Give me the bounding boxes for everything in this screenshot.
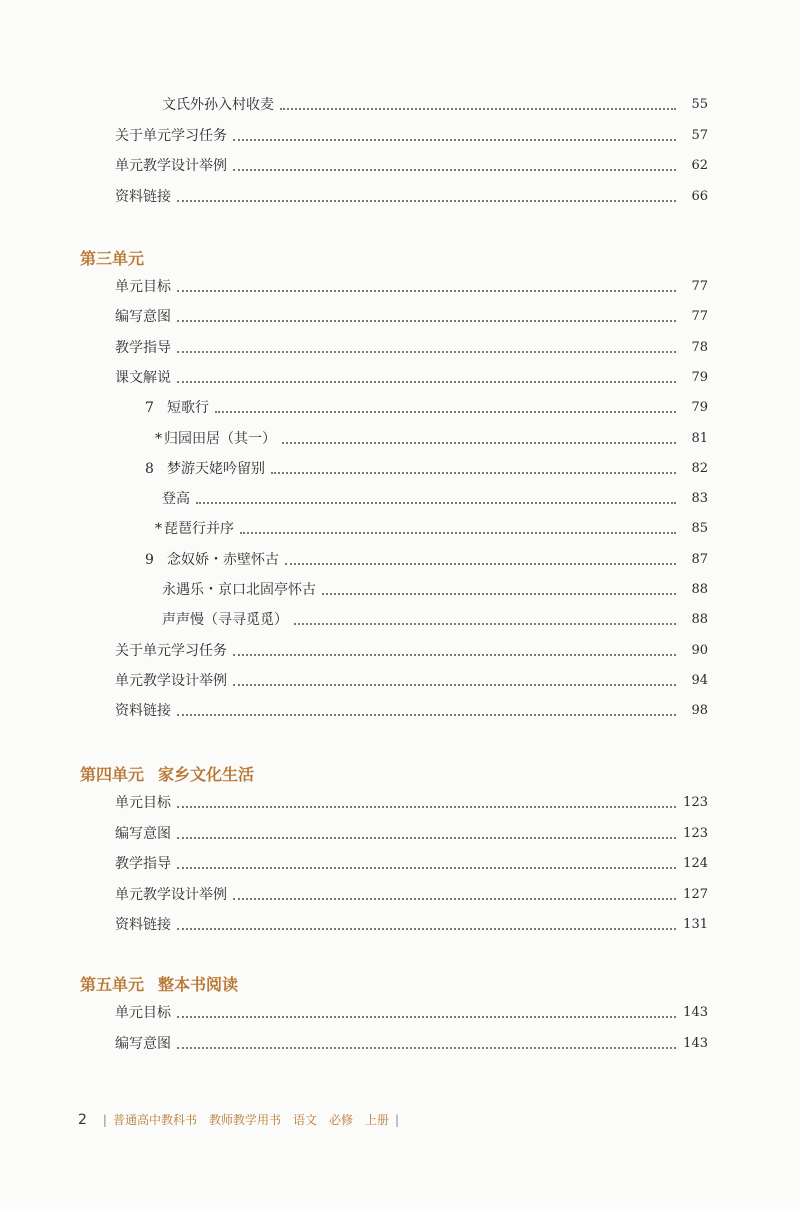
unit3-heading-title: 第三单元 [80, 249, 145, 268]
toc-entry [115, 1032, 708, 1056]
toc-entry-page: 57 [691, 127, 708, 143]
toc-entry-page: 124 [683, 856, 708, 871]
toc-entry [115, 669, 708, 693]
toc-entry-page: 94 [691, 672, 708, 688]
toc-dot-leader [233, 129, 676, 141]
toc-dot-leader [177, 704, 676, 716]
toc-dot-leader [233, 674, 676, 686]
toc-dot-leader [215, 401, 676, 413]
page-footer [78, 1111, 405, 1128]
unit5-heading [80, 972, 238, 995]
toc-entry-page: 66 [691, 188, 708, 204]
toc-dot-leader [196, 492, 676, 504]
footer-divider: | [102, 1113, 107, 1127]
toc-dot-leader [177, 190, 676, 202]
toc-entry [115, 639, 708, 663]
toc-entry-page: 85 [691, 521, 708, 537]
toc-entry-title: 单元目标 [115, 279, 171, 295]
footer-divider-end: | [395, 1113, 400, 1127]
toc-entry [115, 883, 708, 907]
toc-entry-title: 念奴娇・赤壁怀古 [167, 551, 279, 568]
unit4-heading-subtitle: 家乡文化生活 [158, 765, 255, 784]
footer-level: 必修 [329, 1113, 354, 1127]
unit4-heading-title: 第四单元 [80, 765, 145, 784]
toc-entry-title: 资料链接 [115, 917, 171, 933]
toc-entry-title: 编写意图 [115, 309, 171, 326]
toc-entry-page: 90 [691, 642, 708, 658]
toc-entry-page: 62 [691, 158, 708, 173]
toc-dot-leader [322, 583, 676, 595]
footer-book-series: 普通高中教科书 [112, 1113, 197, 1127]
toc-entry-title: 单元教学设计举例 [115, 158, 227, 174]
toc-dot-leader [177, 918, 676, 930]
toc-entry-page: 81 [691, 430, 708, 446]
unit4-heading [80, 762, 254, 785]
toc-entry [115, 305, 708, 329]
toc-entry [155, 427, 708, 451]
toc-entry-title: 关于单元学习任务 [115, 127, 227, 144]
toc-entry [145, 548, 708, 572]
toc-entry-page: 123 [683, 825, 708, 841]
footer-page-number: 2 [78, 1112, 87, 1128]
toc-entry-title: 课文解说 [115, 369, 171, 386]
toc-dot-leader [294, 613, 676, 625]
toc-dot-leader [177, 310, 676, 322]
toc-entry [115, 275, 708, 299]
toc-dot-leader [240, 522, 676, 534]
toc-dot-leader [177, 827, 676, 839]
toc-entry-page: 143 [683, 1035, 708, 1051]
toc-entry-optional-mark: * [155, 430, 162, 447]
toc-entry [115, 822, 708, 846]
toc-dot-leader [177, 280, 676, 292]
toc-entry-page: 79 [691, 369, 708, 385]
toc-dot-leader [177, 857, 676, 869]
toc-entry-page: 79 [691, 400, 708, 416]
footer-book-type: 教师教学用书 [208, 1113, 281, 1127]
toc-entry [115, 699, 708, 723]
toc-entry-page: 127 [683, 886, 708, 902]
toc-entry [115, 124, 708, 148]
toc-entry-number: 7 [145, 400, 154, 417]
toc-entry-page: 82 [691, 460, 708, 476]
toc-entry-page: 77 [691, 309, 708, 325]
toc-dot-leader [177, 371, 676, 383]
toc-entry [162, 578, 708, 602]
toc-entry-title: 文氏外孙入村收麦 [162, 97, 274, 113]
toc-entry [155, 517, 708, 541]
toc-dot-leader [280, 98, 676, 110]
toc-entry-title: 登高 [162, 491, 190, 508]
toc-entry-title: 声声慢（寻寻觅觅） [162, 612, 288, 629]
toc-entry [115, 366, 708, 390]
toc-entry-title: 单元教学设计举例 [115, 886, 227, 903]
toc-entry [162, 608, 708, 632]
toc-dot-leader [233, 159, 676, 171]
toc-entry-title: 永遇乐・京口北固亭怀古 [162, 582, 316, 598]
toc-entry-optional-mark: * [155, 521, 162, 538]
toc-entry-title: 编写意图 [115, 825, 171, 842]
toc-dot-leader [177, 796, 676, 808]
toc-entry [115, 336, 708, 360]
toc-entry-page: 78 [691, 339, 708, 355]
toc-entry-title: 资料链接 [115, 703, 171, 720]
toc-entry-title: 梦游天姥吟留别 [167, 460, 265, 477]
toc-entry-page: 55 [691, 97, 708, 112]
toc-dot-leader [177, 341, 676, 353]
toc-entry-title: 编写意图 [115, 1035, 171, 1052]
toc-entry-title: 短歌行 [167, 400, 209, 417]
footer-volume: 上册 [365, 1113, 390, 1127]
toc-entry-title: 单元目标 [115, 795, 171, 811]
toc-dot-leader [282, 432, 676, 444]
toc-dot-leader [233, 644, 676, 656]
toc-entry-page: 123 [683, 795, 708, 810]
toc-entry [115, 1001, 708, 1025]
toc-dot-leader [177, 1037, 676, 1049]
toc-entry [115, 154, 708, 178]
toc-entry-page: 88 [691, 612, 708, 628]
toc-entry [162, 487, 708, 511]
toc-entry-title: 归园田居（其一） [164, 430, 276, 447]
toc-entry-page: 131 [683, 917, 708, 932]
toc-entry-title: 资料链接 [115, 188, 171, 205]
toc-entry [115, 185, 708, 209]
toc-entry [115, 791, 708, 815]
toc-entry-page: 143 [683, 1005, 708, 1020]
toc-entry-page: 77 [691, 279, 708, 294]
footer-subject: 语文 [293, 1113, 318, 1127]
toc-dot-leader [285, 553, 676, 565]
unit3-heading [80, 246, 158, 269]
toc-entry-title: 教学指导 [115, 856, 171, 872]
toc-entry-page: 87 [691, 551, 708, 567]
toc-entry-number: 9 [145, 551, 154, 568]
toc-entry [115, 913, 708, 937]
unit5-heading-title: 第五单元 [80, 975, 145, 994]
toc-entry [115, 852, 708, 876]
toc-entry [162, 93, 708, 117]
toc-entry-title: 单元目标 [115, 1005, 171, 1021]
unit5-heading-subtitle: 整本书阅读 [158, 975, 239, 994]
toc-entry [145, 396, 708, 420]
toc-dot-leader [233, 888, 676, 900]
toc-entry-page: 98 [691, 703, 708, 719]
toc-entry-title: 单元教学设计举例 [115, 672, 227, 689]
toc-entry [145, 457, 708, 481]
toc-entry-page: 83 [691, 491, 708, 507]
toc-dot-leader [271, 462, 676, 474]
toc-dot-leader [177, 1006, 676, 1018]
toc-entry-title: 琵琶行并序 [164, 521, 234, 538]
toc-entry-title: 关于单元学习任务 [115, 642, 227, 659]
toc-entry-page: 88 [691, 582, 708, 597]
toc-entry-number: 8 [145, 460, 154, 477]
toc-entry-title: 教学指导 [115, 339, 171, 356]
